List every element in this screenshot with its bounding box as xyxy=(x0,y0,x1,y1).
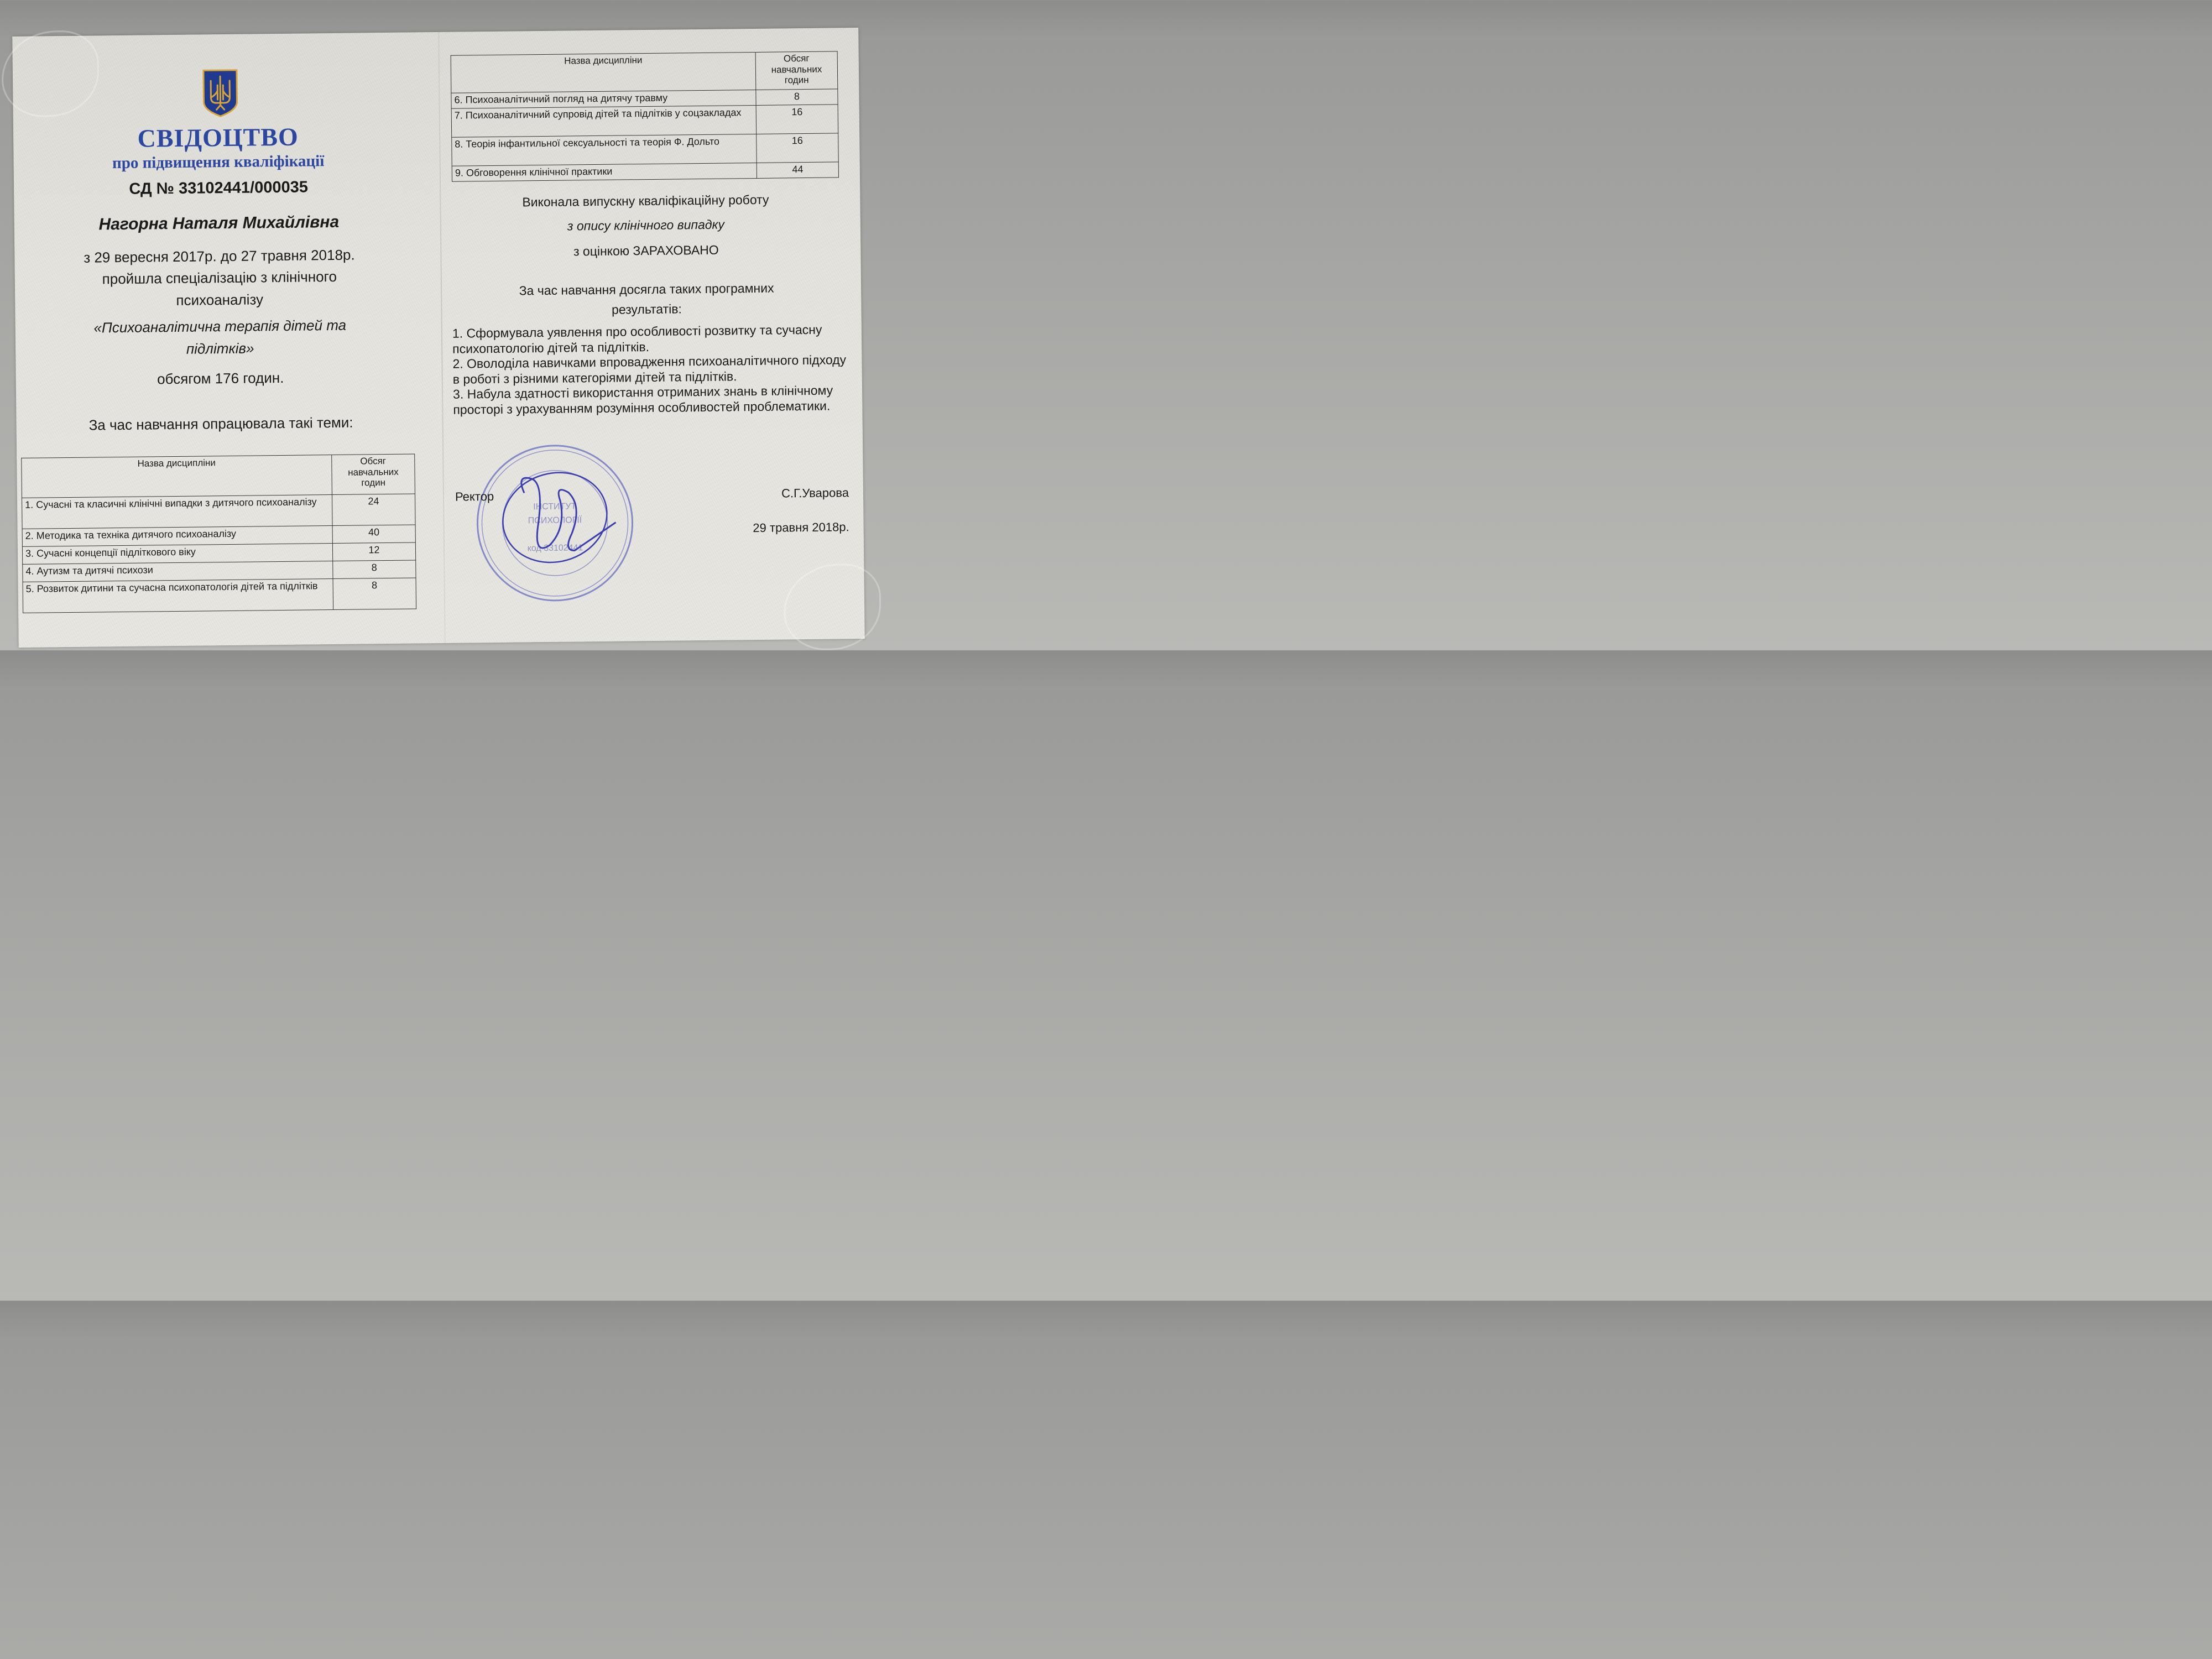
program-results-list xyxy=(452,322,852,418)
table-row: 4. Аутизм та дитячі психози 8 xyxy=(23,560,416,582)
thesis-statement: Виконала випускну кваліфікаційну роботу xyxy=(522,192,769,210)
certificate-subtitle: про підвищення кваліфікації xyxy=(112,152,325,173)
certificate-number: СД № 33102441/000035 xyxy=(129,178,309,198)
table-row: 1. Сучасні та класичні клінічні випадки з дитячого психоаналізу 24 xyxy=(22,494,415,529)
table-row: 6. Психоаналітичний погляд на дитячу травму 8 xyxy=(451,89,838,108)
column-header-discipline: Назва дисципліни xyxy=(22,455,332,498)
signatory-title: Ректор xyxy=(455,489,494,504)
issue-date: 29 травня 2018р. xyxy=(753,520,849,535)
certificate-title: СВІДОЦТВО xyxy=(137,122,299,153)
program-title-line-2: підлітків» xyxy=(186,340,254,357)
list-item: 3. Набула здатності використання отриманих знань в клінічному просторі з урахуванням розуміння особливостей проблематики. xyxy=(452,383,833,417)
svg-text:ІНСТИТУТ: ІНСТИТУТ xyxy=(533,502,577,512)
study-period: з 29 вересня 2017р. до 27 травня 2018р. xyxy=(84,246,355,266)
column-header-discipline: Назва дисципліни xyxy=(451,52,756,93)
program-volume: обсягом 176 годин. xyxy=(156,369,284,388)
table-row: 2. Методика та техніка дитячого психоаналізу 40 xyxy=(22,525,415,546)
signatory-name: С.Г.Уварова xyxy=(781,486,849,500)
topics-heading: За час навчання опрацювала такі теми: xyxy=(88,414,353,434)
official-stamp-icon xyxy=(471,439,639,607)
results-heading-line-1: За час навчання досягла таких програмних xyxy=(519,280,774,298)
table-row: 8. Теорія інфантильної сексуальності та теорія Ф. Дольто 16 xyxy=(452,133,839,166)
column-header-hours: Обсяг навчальних годин xyxy=(755,51,838,90)
table-row: 9. Обговорення клінічної практики 44 xyxy=(452,162,838,181)
thesis-grade: з оцінкою ЗАРАХОВАНО xyxy=(573,242,719,259)
svg-text:код 33102441: код 33102441 xyxy=(527,543,583,554)
table-row: 3. Сучасні концепції підліткового віку 12 xyxy=(22,542,415,564)
svg-text:ПСИХОЛОГІЇ: ПСИХОЛОГІЇ xyxy=(528,515,582,526)
disciplines-table-part-1 xyxy=(21,453,416,613)
holder-name: Нагорна Наталя Михайлівна xyxy=(98,212,340,234)
specialization-line-1: пройшла спеціалізацію з клінічного xyxy=(102,268,337,288)
certificate-document xyxy=(12,28,864,648)
program-title-line-1: «Психоаналітична терапія дітей та xyxy=(93,316,347,336)
trident-emblem-icon xyxy=(202,69,239,118)
list-item: 1. Сформувала уявлення про особливості розвитку та сучасну психопатологію дітей та підлітків. xyxy=(452,322,822,356)
column-header-hours: Обсяг навчальних годин xyxy=(331,454,415,495)
left-page xyxy=(12,32,445,648)
table-row: 7. Психоаналітичний супровід дітей та підлітків у соцзакладах 16 xyxy=(451,105,838,137)
table-row: 5. Розвиток дитини та сучасна психопатологія дітей та підлітків 8 xyxy=(23,578,416,613)
list-item: 2. Оволоділа навичками впровадження психоаналітичного підходу в роботі з різними категоріями дітей та підлітків. xyxy=(452,352,847,387)
thesis-topic: з опису клінічного випадку xyxy=(567,217,725,233)
disciplines-table-part-2 xyxy=(451,51,839,181)
specialization-line-2: психоаналізу xyxy=(176,291,264,309)
right-page xyxy=(439,28,865,643)
results-heading-line-2: результатів: xyxy=(611,301,682,317)
